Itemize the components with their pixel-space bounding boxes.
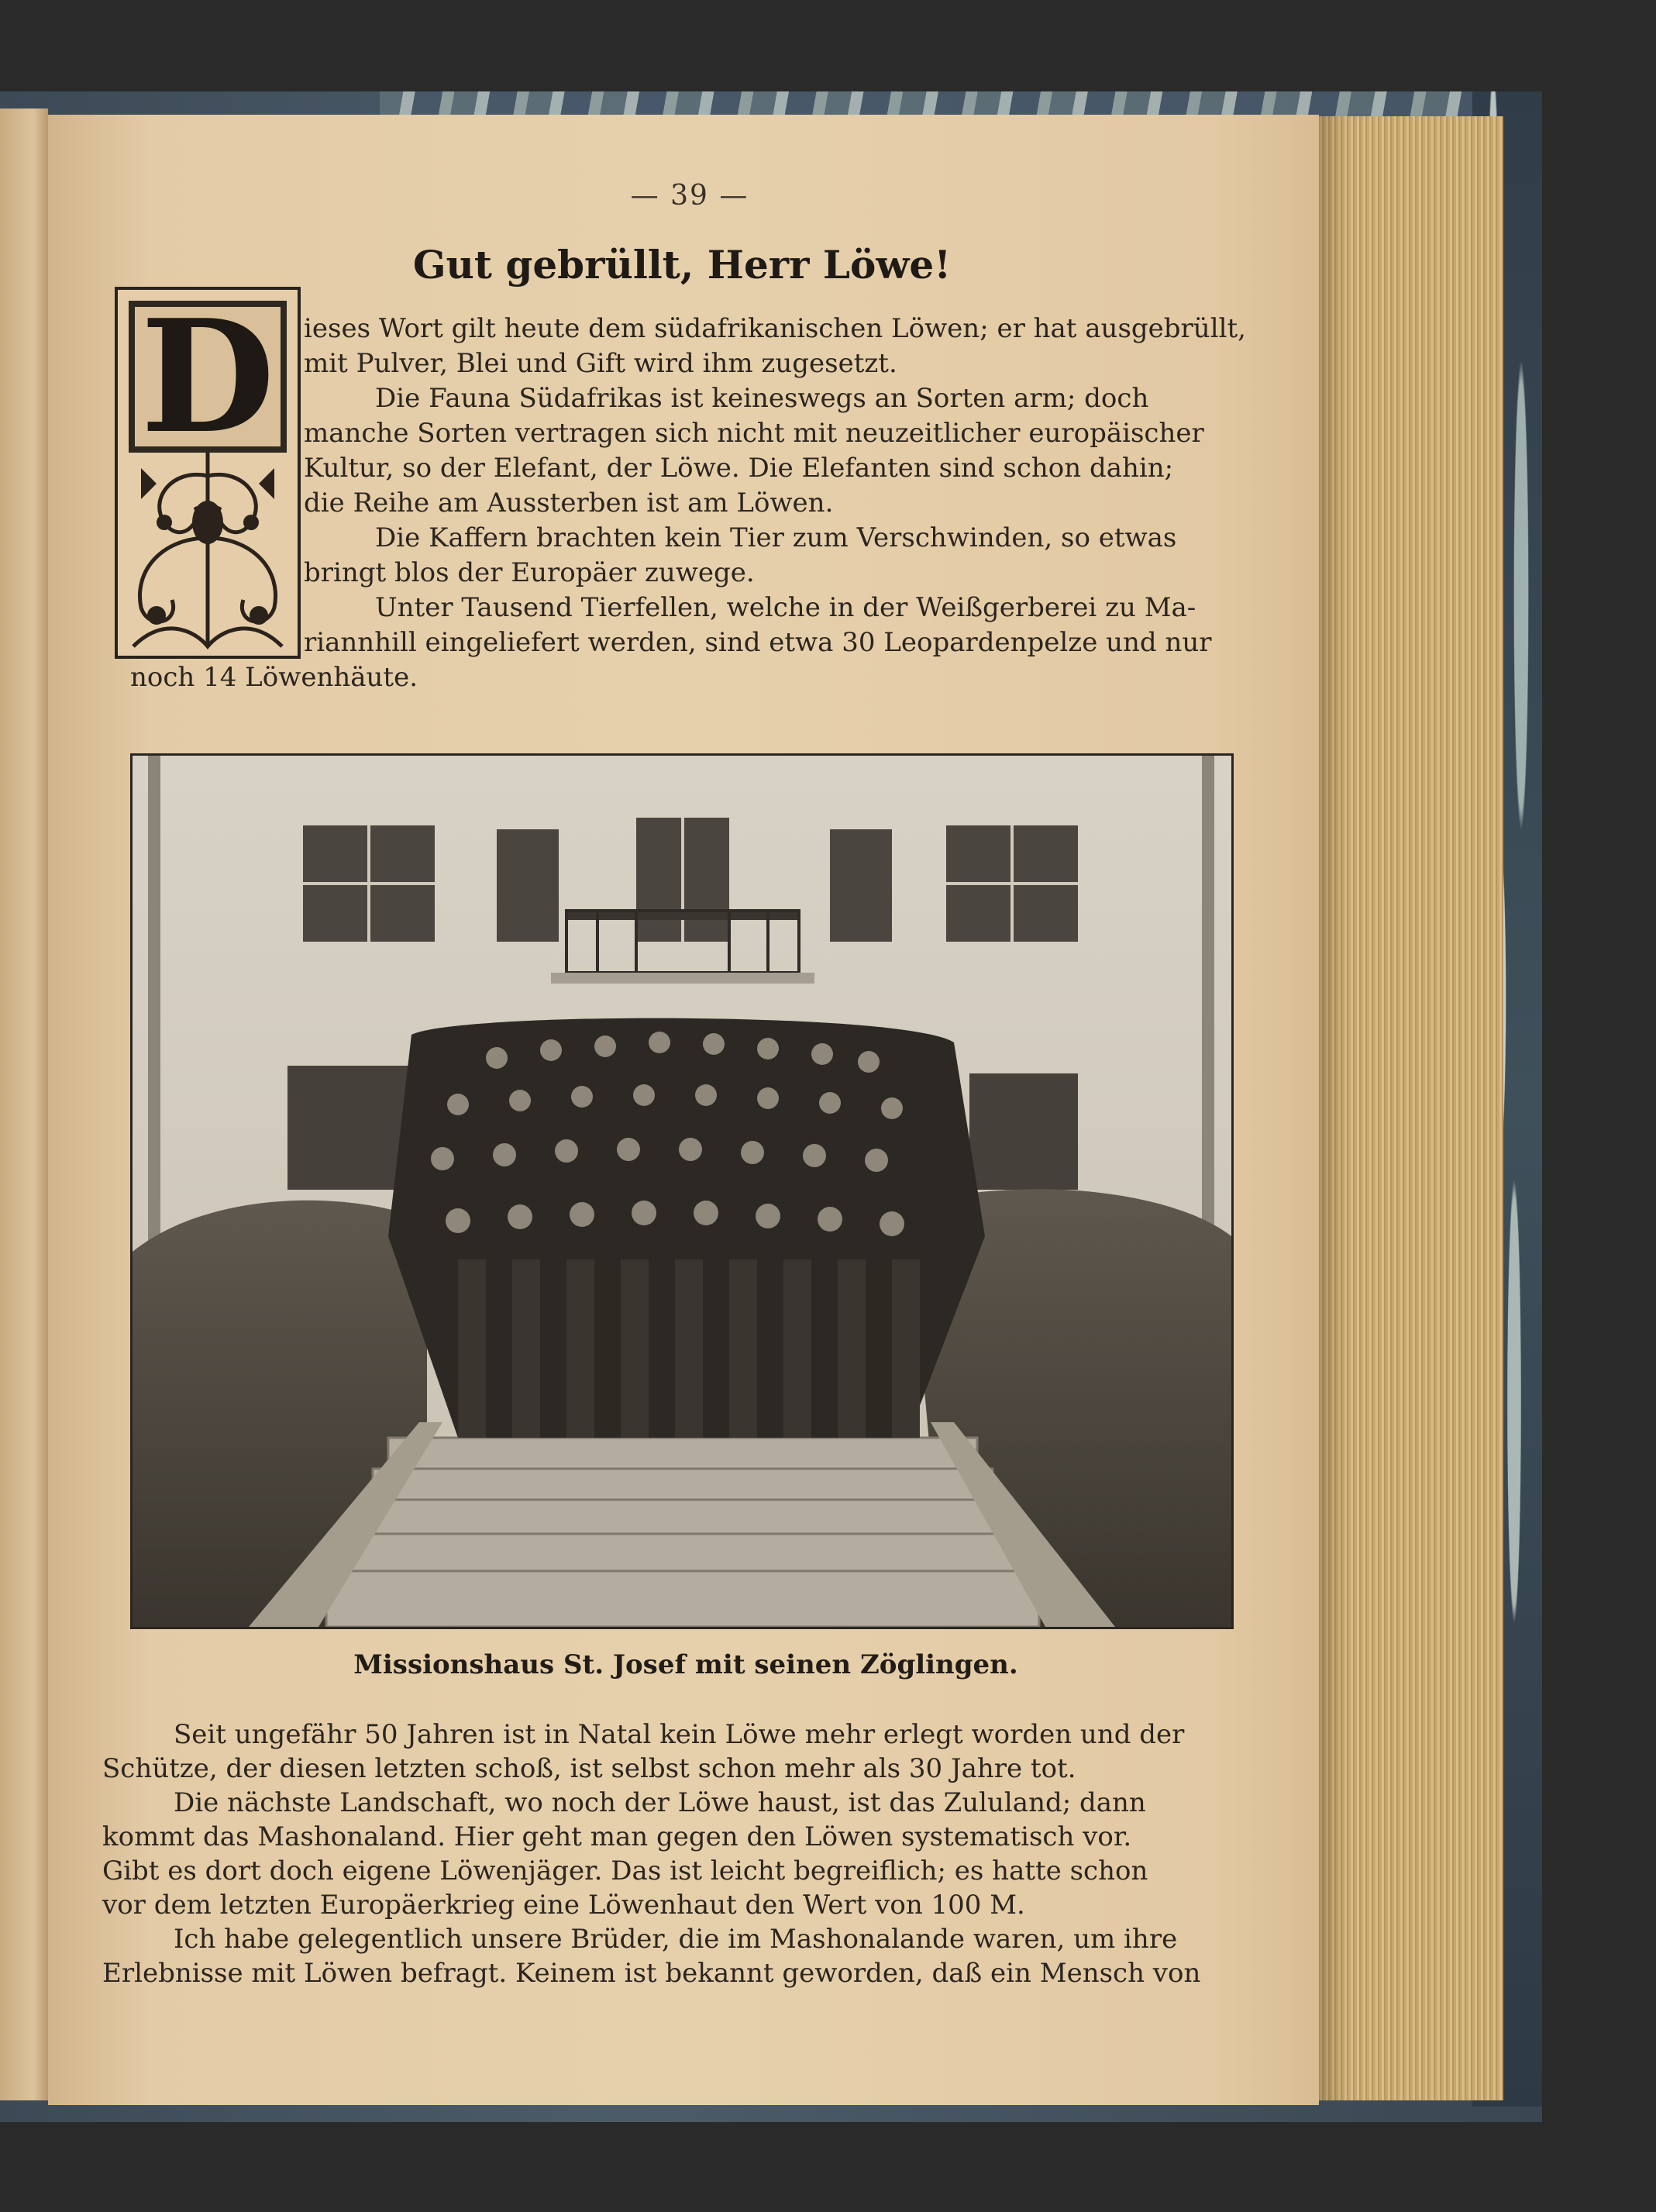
- group-photograph: [130, 753, 1234, 1629]
- text-line: Die nächste Landschaft, wo noch der Löwe haust, ist das Zululand; dann: [174, 1787, 1146, 1818]
- text-line: Die Fauna Südafrikas ist keineswegs an Sorten arm; doch: [375, 383, 1149, 414]
- text-line: Unter Tausend Tierfellen, welche in der Weißgerberei zu Ma-: [375, 592, 1196, 623]
- text-line: riannhill eingeliefert werden, sind etwa 30 Leopardenpelze und nur: [304, 627, 1212, 658]
- page-number: — 39 —: [630, 180, 749, 212]
- text-line: manche Sorten vertragen sich nicht mit neuzeitlicher europäischer: [304, 418, 1204, 449]
- marbled-edge-top: [380, 91, 1542, 116]
- article-title: Gut gebrüllt, Herr Löwe!: [412, 242, 952, 288]
- ornamental-initial: [115, 287, 301, 659]
- dropcap-letter: D: [140, 290, 275, 468]
- mission-house-photo: [133, 756, 1231, 1627]
- intro-paragraph: [304, 312, 1265, 660]
- page-gutter-shade: [1317, 116, 1348, 2100]
- photo-caption: Missionshaus St. Josef mit seinen Zöglingen.: [353, 1649, 1018, 1680]
- body-paragraphs: [102, 1718, 1265, 1990]
- text-line: Schütze, der diesen letzten schoß, ist selbst schon mehr als 30 Jahre tot.: [102, 1753, 1076, 1784]
- text-line: mit Pulver, Blei und Gift wird ihm zugesetzt.: [304, 348, 897, 379]
- text-line: ieses Wort gilt heute dem südafrikanischen Löwen; er hat ausgebrüllt,: [304, 313, 1246, 344]
- text-line: Kultur, so der Elefant, der Löwe. Die Elefanten sind schon dahin;: [304, 453, 1174, 484]
- text-line: bringt blos der Europäer zuwege.: [304, 557, 755, 588]
- text-line: Ich habe gelegentlich unsere Brüder, die im Mashonalande waren, um ihre: [174, 1924, 1178, 1955]
- ornament-illustration: [118, 290, 298, 656]
- text-line: kommt das Mashonaland. Hier geht man gegen den Löwen systematisch vor.: [102, 1821, 1132, 1852]
- text-line: die Reihe am Aussterben ist am Löwen.: [304, 488, 834, 519]
- text-line: Erlebnisse mit Löwen befragt. Keinem ist bekannt geworden, daß ein Mensch von: [102, 1958, 1201, 1989]
- text-line: noch 14 Löwenhäute.: [130, 662, 418, 693]
- text-line: Seit ungefähr 50 Jahren ist in Natal kein Löwe mehr erlegt worden und der: [174, 1719, 1185, 1750]
- text-line: Die Kaffern brachten kein Tier zum Verschwinden, so etwas: [375, 522, 1177, 553]
- text-line: vor dem letzten Europäerkrieg eine Löwenhaut den Wert von 100 M.: [102, 1890, 1025, 1921]
- facing-page-edge: [0, 109, 48, 2100]
- text-line: Gibt es dort doch eigene Löwenjäger. Das ist leicht begreiflich; es hatte schon: [102, 1855, 1148, 1886]
- intro-paragraph-end: [130, 660, 1060, 695]
